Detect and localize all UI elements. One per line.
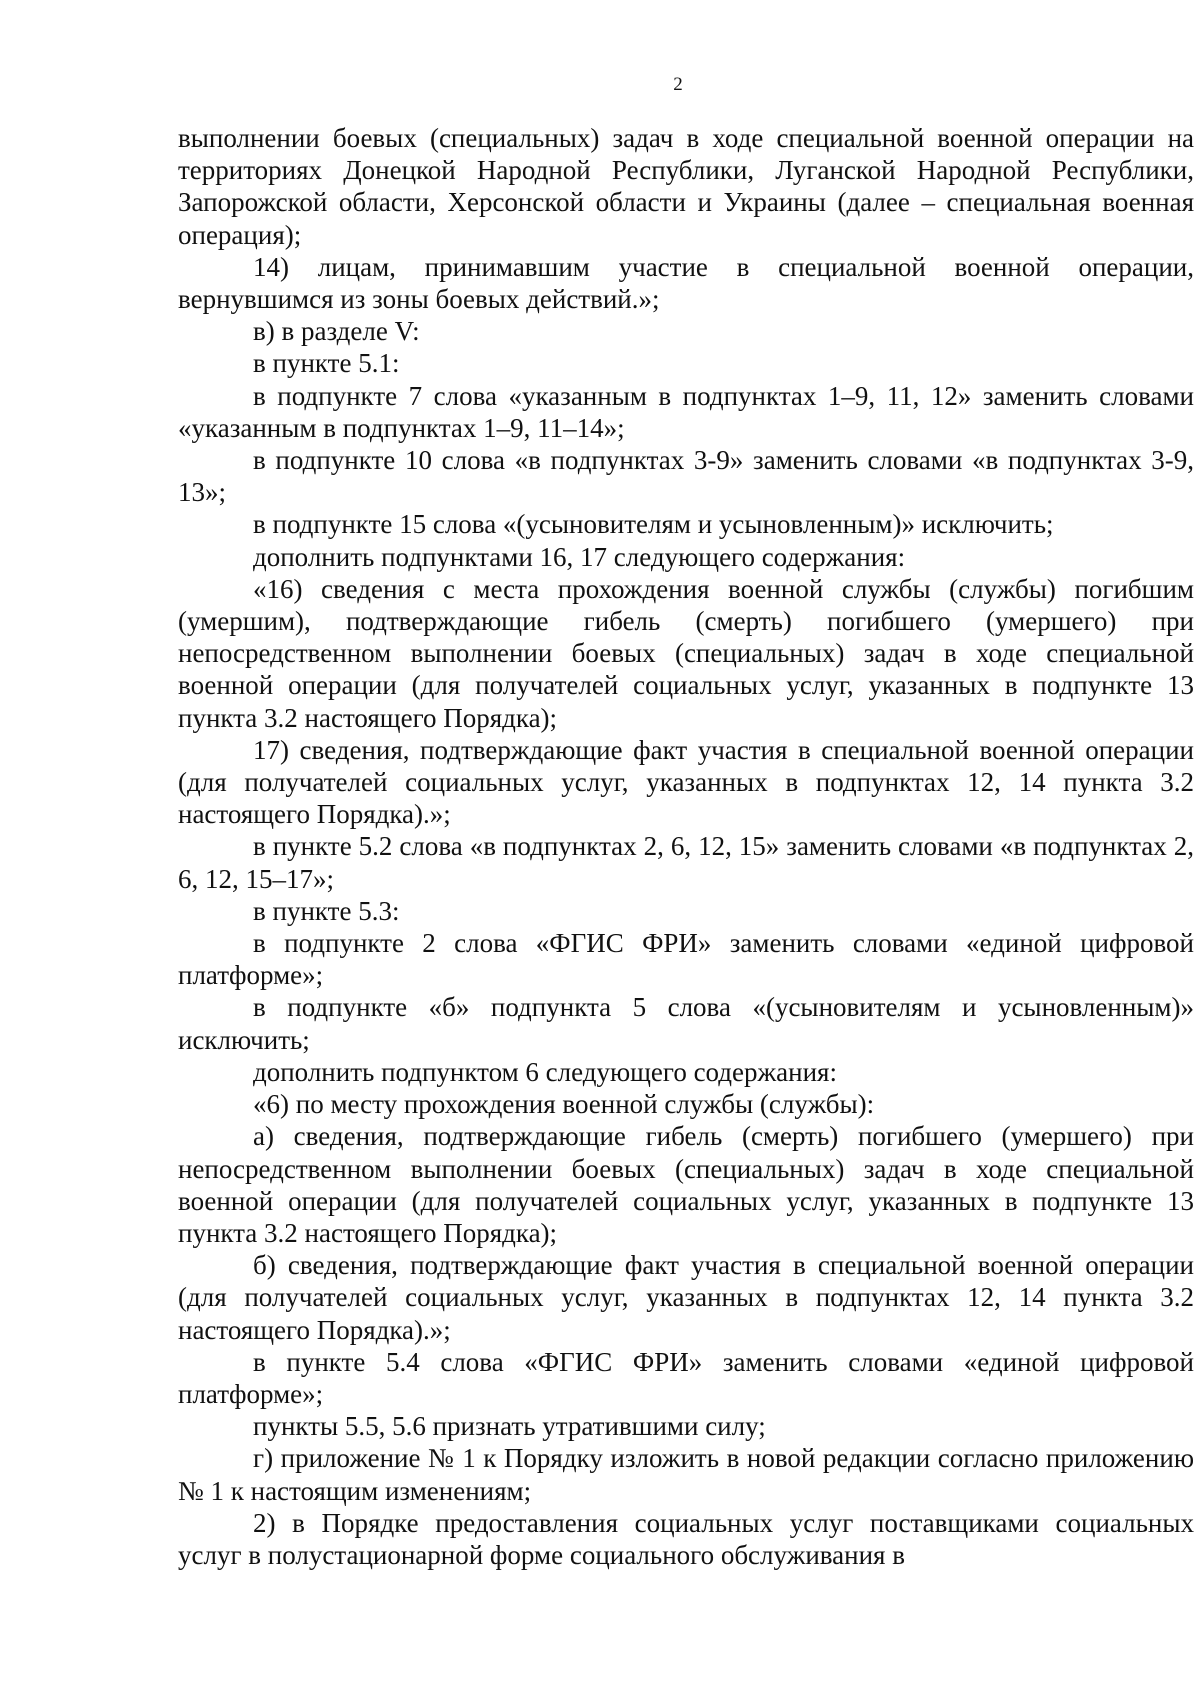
paragraph-subpoint-7: в подпункте 7 слова «указанным в подпунктах 1–9, 11, 12» заменить словами «указанным в подпунктах 1–9, 11–14»; [178, 380, 1194, 443]
paragraph-subpoint-10: в подпункте 10 слова «в подпунктах 3-9» заменить словами «в подпунктах 3-9, 13»; [178, 445, 1194, 508]
paragraph-subpoint-b-5: в подпункте «б» подпункта 5 слова «(усыновителям и усыновленным)» исключить; [178, 992, 1194, 1055]
paragraph-continuation: выполнении боевых (специальных) задач в ходе специальной военной операции на территориях Донецкой Народной Республики, Луганской Народной Республики, Запорожской области, Херсонской области и Украины (далее – специальная военная операция); [178, 123, 1194, 250]
paragraph-subpoint-17: 17) сведения, подтверждающие факт участия в специальной военной операции (для получателей социальных услуг, указанных в подпунктах 12, 14 пункта 3.2 настоящего Порядка).»; [178, 734, 1194, 830]
paragraph-subpoint-2: в подпункте 2 слова «ФГИС ФРИ» заменить словами «единой цифровой платформе»; [178, 928, 1194, 991]
paragraph-add-16-17: дополнить подпунктами 16, 17 следующего содержания: [253, 541, 906, 572]
page-number: 2 [673, 74, 683, 95]
paragraph-add-6: дополнить подпунктом 6 следующего содержания: [253, 1056, 837, 1087]
document-body [178, 122, 1194, 1571]
paragraph-point-5-1: в пункте 5.1: [253, 348, 400, 379]
paragraph-section-v: в) в разделе V: [253, 316, 420, 347]
paragraph-subpoint-15: в подпункте 15 слова «(усыновителям и усыновленным)» исключить; [253, 509, 1054, 540]
paragraph-item-a: а) сведения, подтверждающие гибель (смерть) погибшего (умершего) при непосредственном выполнении боевых (специальных) задач в ходе специальной военной операции (для получателей социальных услуг, указанных в подпункте 13 пункта 3.2 настоящего Порядка); [178, 1121, 1194, 1248]
paragraph-points-5-5-5-6: пункты 5.5, 5.6 признать утратившими силу; [253, 1411, 766, 1442]
paragraph-point-5-2: в пункте 5.2 слова «в подпунктах 2, 6, 12, 15» заменить словами «в подпунктах 2, 6, 12, 15–17»; [178, 831, 1194, 894]
paragraph-point-5-3: в пункте 5.3: [253, 895, 400, 926]
paragraph-subpoint-6: «6) по месту прохождения военной службы (службы): [253, 1089, 875, 1120]
paragraph-item-g: г) приложение № 1 к Порядку изложить в новой редакции согласно приложению № 1 к настоящим изменениям; [178, 1443, 1194, 1506]
paragraph-subpoint-16: «16) сведения с места прохождения военной службы (службы) погибшим (умершим), подтверждающие гибель (смерть) погибшего (умершего) при непосредственном выполнении боевых (специальных) задач в ходе специальной военной операции (для получателей социальных услуг, указанных в подпункте 13 пункта 3.2 настоящего Порядка); [178, 573, 1194, 733]
paragraph-item-2: 2) в Порядке предоставления социальных услуг поставщиками социальных услуг в полустационарной форме социального обслуживания в [178, 1507, 1194, 1570]
paragraph-item-b: б) сведения, подтверждающие факт участия в специальной военной операции (для получателей социальных услуг, указанных в подпунктах 12, 14 пункта 3.2 настоящего Порядка).»; [178, 1250, 1194, 1345]
paragraph-point-5-4: в пункте 5.4 слова «ФГИС ФРИ» заменить словами «единой цифровой платформе»; [178, 1346, 1194, 1409]
paragraph-item-14: 14) лицам, принимавшим участие в специальной военной операции, вернувшимся из зоны боевых действий.»; [178, 251, 1194, 315]
